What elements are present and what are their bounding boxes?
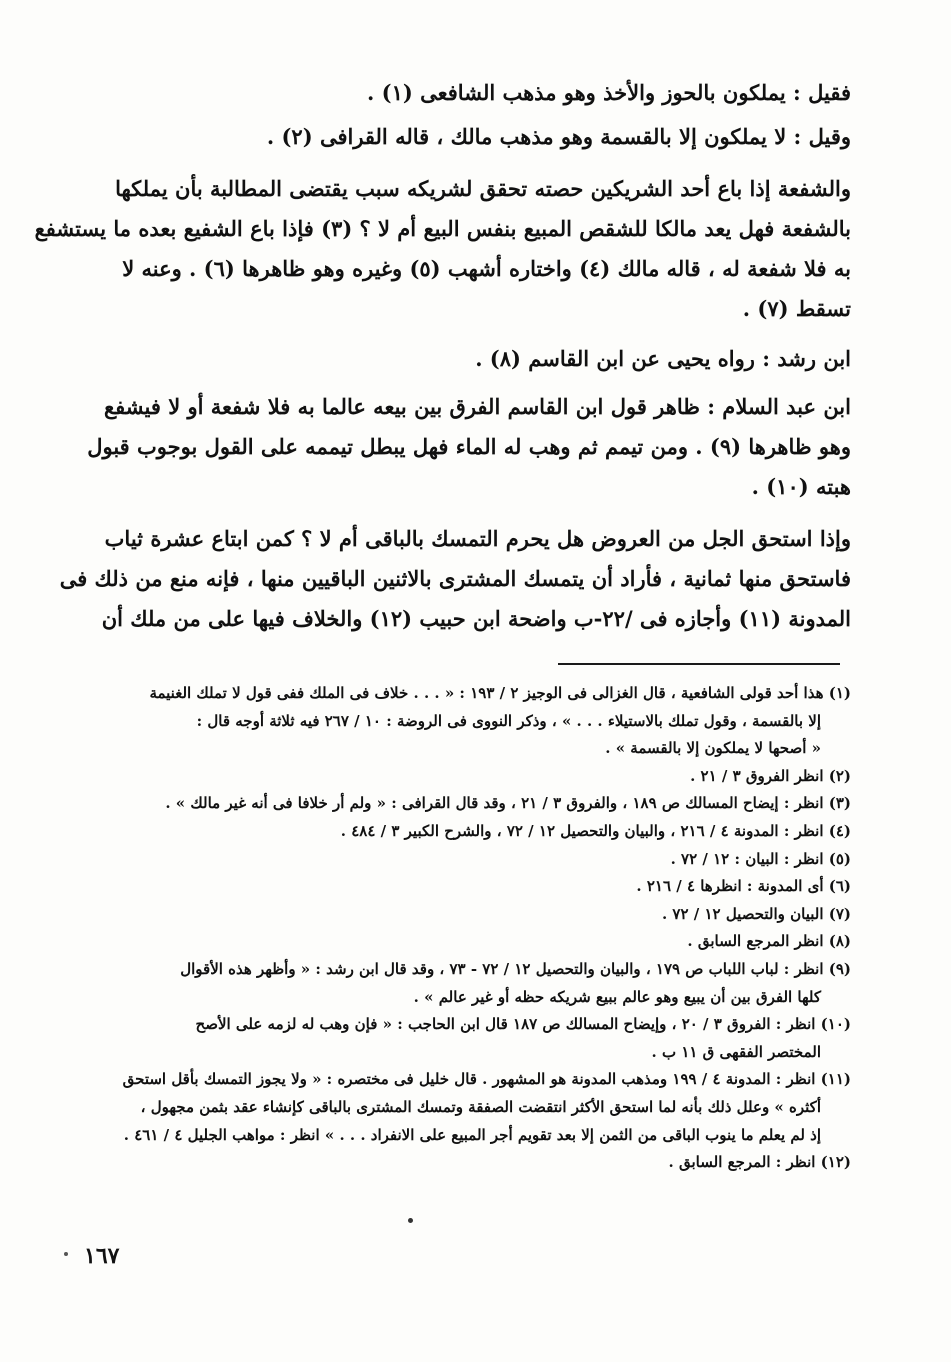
footnote-line: (٤) انظر : المدونة ٤ / ٢١٦ ، والبيان والتحصيل ١٢ / ٧٢ ، والشرح الكبير ٣ / ٤٨٤ . — [340, 821, 851, 840]
text-line: وهو ظاهرها (٩) . ومن تيمم ثم وهب له الماء فهل يبطل تيممه على القول بوجوب قبول — [87, 434, 851, 459]
page-number: ١٦٧ — [84, 1243, 120, 1269]
footnote-line: (٦) أى المدونة : انظرها ٤ / ٢١٦ . — [636, 877, 851, 896]
footnote-line: إلا بالقسمة ، وقول تملك بالاستيلاء . . . » ، وذكر النووى فى الروضة : ١٠ / ٢٦٧ فيه ثلاثة أوجه قال : — [196, 711, 821, 730]
text-line: هبته (١٠) . — [751, 474, 851, 499]
footnotes — [80, 680, 851, 1177]
text-line: به فلا شفعة له ، قاله مالك (٤) واختاره أشهب (٥) وغيره وهو ظاهرها (٦) . وعنه لا — [122, 256, 851, 281]
text-line: ابن رشد : رواه يحيى عن ابن القاسم (٨) . — [475, 346, 851, 371]
footnote-line: (٥) انظر : البيان : ١٢ / ٧٢ . — [670, 849, 851, 868]
footnote-line: (٣) انظر : إيضاح المسالك ص ١٨٩ ، والفروق ٣ / ٢١ ، وقد قال القرافى : « ولم أر خلافا فى أنه غير مالك » . — [165, 794, 851, 813]
footnote-line: « أصحها لا يملكون إلا بالقسمة » . — [605, 739, 821, 758]
footnote-line: (٨) انظر المرجع السابق . — [687, 932, 851, 951]
print-speck — [408, 1218, 413, 1223]
footnote-line: (٩) انظر : لباب اللباب ص ١٧٩ ، والبيان والتحصيل ١٢ / ٧٢ - ٧٣ ، وقد قال ابن رشد : « وأظهر هذه الأقوال — [180, 959, 851, 978]
footnote-line: المختصر الفقهى ق ١١ ب . — [651, 1042, 821, 1061]
text-line: فاستحق منها ثمانية ، فأراد أن يتمسك المشترى بالاثنين الباقيين منها ، فإنه منع من ذلك فى — [59, 566, 851, 591]
footnote-line: (٧) البيان والتحصيل ١٢ / ٧٢ . — [661, 904, 851, 923]
text-line: ابن عبد السلام : ظاهر قول ابن القاسم الفرق بين بيعه عالما به فلا شفعة أو لا فيشفع — [104, 394, 851, 419]
text-line: وإذا استحق الجل من العروض هل يحرم التمسك بالباقى أم لا ؟ كمن ابتاع عشرة ثياب — [104, 526, 851, 551]
text-line: فقيل : يملكون بالحوز والأخذ وهو مذهب الشافعى (١) . — [367, 80, 851, 105]
footnote-line: إذ لم يعلم ما ينوب الباقى من الثمن إلا بعد تقويم أجر المبيع على الانفراد . . . » انظر : مواهب الجليل ٤ / ٤٦١ . — [123, 1125, 821, 1144]
footnote-line: (١٢) انظر : المرجع السابق . — [668, 1153, 851, 1172]
footnote-separator — [558, 663, 840, 665]
footnote-line: (١٠) انظر : الفروق ٣ / ٢٠ ، وإيضاح المسالك ص ١٨٧ قال ابن الحاجب : « فإن وهب له لزمه على الأصح — [195, 1015, 851, 1034]
print-speck — [64, 1252, 68, 1256]
main-text — [34, 78, 851, 634]
footnote-line: (٢) انظر الفروق ٣ / ٢١ . — [690, 766, 851, 785]
footnote-line: كلها الفرق بين أن يبيع وهو عالم ببيع شريكه حظه أو غير عالم » . — [413, 987, 821, 1006]
text-line: وقيل : لا يملكون إلا بالقسمة وهو مذهب مالك ، قاله القرافى (٢) . — [266, 124, 851, 149]
footnote-line: (١١) انظر : المدونة ٤ / ١٩٩ ومذهب المدونة هو المشهور . قال خليل فى مختصره : « ولا يجوز التمسك بأقل استحق — [122, 1070, 851, 1089]
text-line: تسقط (٧) . — [742, 296, 851, 321]
footnote-line: أكثره » وعلل ذلك بأنه لما استحق الأكثر انتقضت الصفقة وتمسك المشترى بالباقى كإنشاء عقد بثمن مجهول ، — [140, 1097, 821, 1116]
text-line: بالشفعة فهل يعد مالكا للشقص المبيع بنفس البيع أم لا ؟ (٣) فإذا باع الشفيع بعده ما يستشفع — [34, 216, 851, 241]
text-line: والشفعة إذا باع أحد الشريكين حصته تحقق لشريكه سبب يقتضى المطالبة بأن يملكها — [115, 176, 851, 201]
footnote-line: (١) هذا أحد قولى الشافعية ، قال الغزالى فى الوجيز ٢ / ١٩٣ : « . . . خلاف فى الملك ففى قول لا تملك الغنيمة — [149, 684, 851, 702]
text-line: المدونة (١١) وأجازه فى /٢٢-ب واضحة ابن حبيب (١٢) والخلاف فيها على من ملك أن — [101, 606, 851, 631]
